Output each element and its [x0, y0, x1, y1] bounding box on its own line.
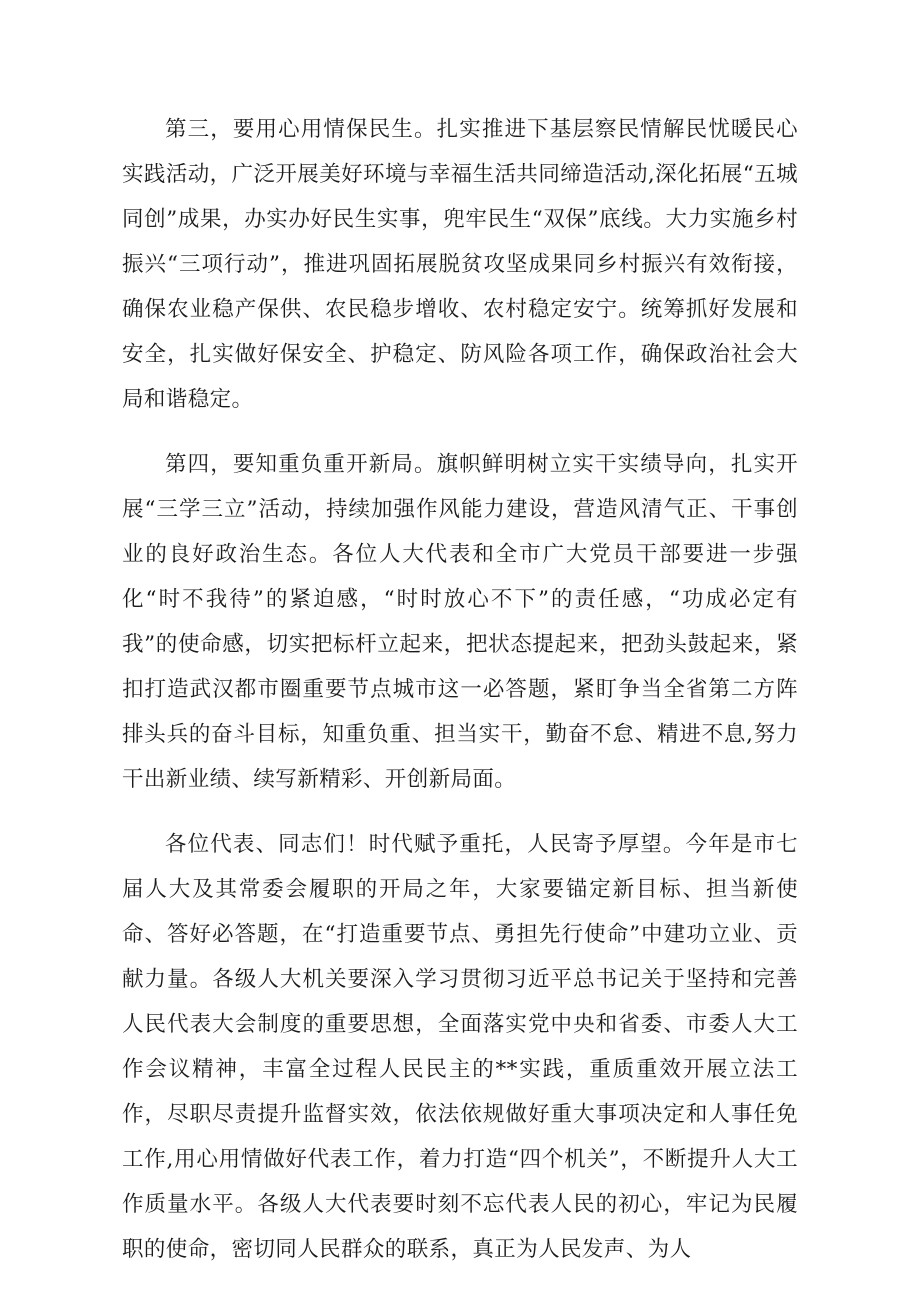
paragraph-closing-address: 各位代表、同志们！时代赋予重托，人民寄予厚望。今年是市七届人大及其常委会履职的开局之年，大家要锚定新目标、担当新使命、答好必答题，在“打造重要节点、勇担先行使命”中建功立业、贡献力量。各级人大机关要深入学习贯彻习近平总书记关于坚持和完善人民代表大会制度的重要思想，全面落实党中央和省委、市委人大工作会议精神，丰富全过程人民民主的**实践，重质重效开展立法工作，尽职尽责提升监督实效，依法依规做好重大事项决定和人事任免工作,用心用情做好代表工作，着力打造“四个机关”，不断提升人大工作质量水平。各级人大代表要时刻不忘代表人民的初心，牢记为民履职的使命，密切同人民群众的联系，真正为人民发声、为人 [122, 832, 798, 1262]
paragraph-fourth-point: 第四，要知重负重开新局。旗帜鲜明树立实干实绩导向，扎实开展“三学三立”活动，持续加强作风能力建设，营造风清气正、干事创业的良好政治生态。各位人大代表和全市广大党员干部要进一步强化“时不我待”的紧迫感，“时时放心不下”的责任感，“功成必定有我”的使命感，切实把标杆立起来，把状态提起来，把劲头鼓起来，紧扣打造武汉都市圈重要节点城市这一必答题，紧盯争当全省第二方阵排头兵的奋斗目标，知重负重、担当实干，勤奋不怠、精进不息,努力干出新业绩、续写新精彩、开创新局面。 [122, 452, 798, 792]
document-body [122, 107, 798, 1272]
paragraph-third-point: 第三，要用心用情保民生。扎实推进下基层察民情解民忧暖民心实践活动，广泛开展美好环境与幸福生活共同缔造活动,深化拓展“五城同创”成果，办实办好民生实事，兜牢民生“双保”底线。大力实施乡村振兴“三项行动”，推进巩固拓展脱贫攻坚成果同乡村振兴有效衔接，确保农业稳产保供、农民稳步增收、农村稳定安宁。统筹抓好发展和安全，扎实做好保安全、护稳定、防风险各项工作，确保政治社会大局和谐稳定。 [122, 117, 798, 412]
